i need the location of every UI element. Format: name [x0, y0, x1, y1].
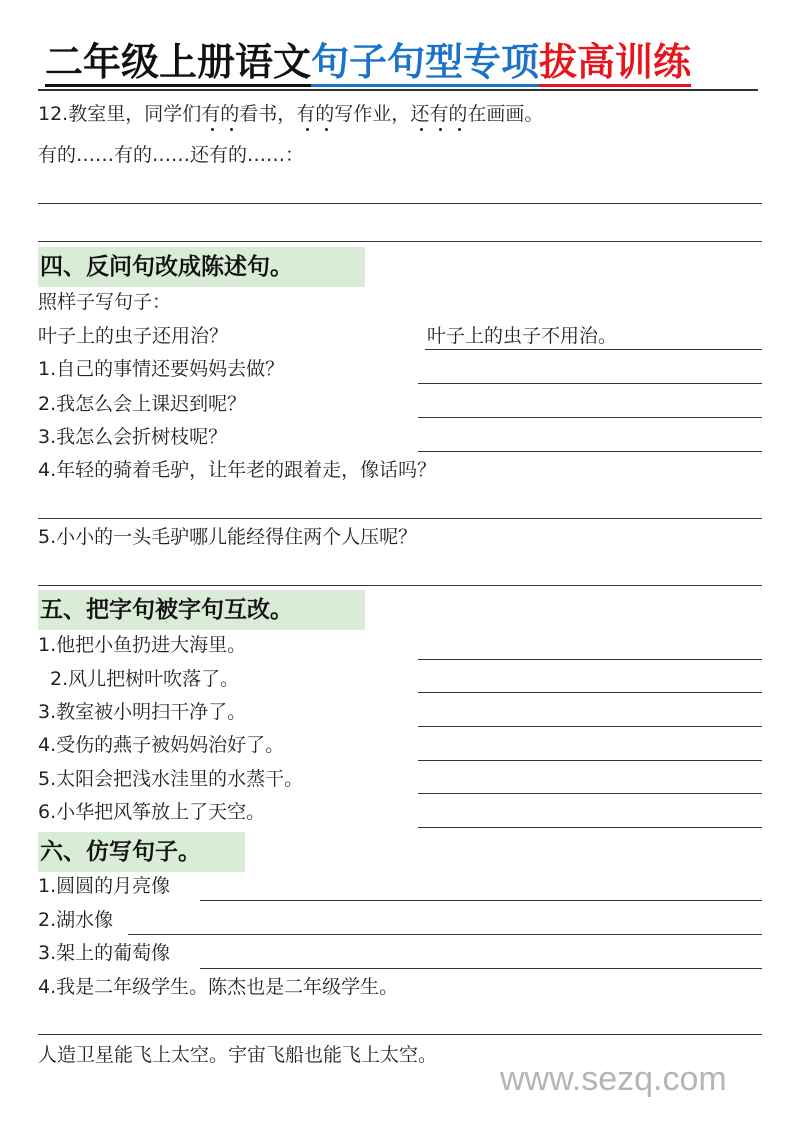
answer-line[interactable]	[38, 203, 762, 204]
answer-line[interactable]	[200, 968, 762, 969]
s5-item-6: 6.小华把风筝放上了天空。	[38, 801, 266, 823]
section5-heading: 五、把字句被字句互改。	[38, 590, 365, 630]
s6-item-5: 人造卫星能飞上太空。宇宙飞船也能飞上太空。	[38, 1044, 438, 1066]
s6-item-1: 1.圆圆的月亮像	[38, 875, 171, 897]
title-part3: 拔高训练	[539, 39, 691, 87]
title-rule	[38, 89, 758, 91]
q12-sentence: 12.教室里，同学们有的看书，有的写作业，还有的在画画。	[38, 103, 544, 125]
s6-item-3: 3.架上的葡萄像	[38, 942, 171, 964]
s5-item-5: 5.太阳会把浅水洼里的水蒸干。	[38, 768, 304, 790]
s4-item-2: 2.我怎么会上课迟到呢？	[38, 393, 247, 415]
q12-pattern: 有的……有的……还有的……：	[38, 144, 305, 166]
answer-line[interactable]	[418, 827, 762, 828]
title-part2: 句子句型专项	[311, 39, 539, 87]
answer-line[interactable]	[418, 383, 762, 384]
s5-item-4: 4.受伤的燕子被妈妈治好了。	[38, 734, 285, 756]
example-question: 叶子上的虫子还用治？	[38, 325, 229, 347]
section4-instruction: 照样子写句子：	[38, 291, 172, 313]
answer-line[interactable]	[418, 692, 762, 693]
s5-item-2: 2.风儿把树叶吹落了。	[50, 668, 240, 690]
answer-line[interactable]	[418, 793, 762, 794]
example-answer: 叶子上的虫子不用治。	[427, 325, 618, 347]
s6-item-4: 4.我是二年级学生。陈杰也是二年级学生。	[38, 976, 399, 998]
answer-line[interactable]	[38, 518, 762, 519]
answer-line[interactable]	[200, 900, 762, 901]
answer-line	[425, 349, 762, 350]
s4-item-5: 5.小小的一头毛驴哪儿能经得住两个人压呢？	[38, 526, 418, 548]
answer-line[interactable]	[418, 659, 762, 660]
page-title	[45, 38, 691, 86]
s4-item-4: 4.年轻的骑着毛驴，让年老的跟着走，像话吗？	[38, 459, 437, 481]
answer-line[interactable]	[38, 1034, 762, 1035]
s5-item-1: 1.他把小鱼扔进大海里。	[38, 634, 247, 656]
s4-item-1: 1.自己的事情还要妈妈去做？	[38, 358, 285, 380]
title-part1: 二年级上册语文	[45, 39, 311, 87]
answer-line[interactable]	[418, 726, 762, 727]
answer-line[interactable]	[38, 241, 762, 242]
answer-line[interactable]	[128, 934, 762, 935]
answer-line[interactable]	[418, 417, 762, 418]
watermark: www.sezq.com	[500, 1060, 727, 1098]
section4-heading: 四、反问句改成陈述句。	[38, 247, 365, 287]
s4-item-3: 3.我怎么会折树枝呢？	[38, 426, 228, 448]
s6-item-2: 2.湖水像	[38, 909, 114, 931]
answer-line[interactable]	[38, 585, 762, 586]
answer-line[interactable]	[418, 451, 762, 452]
section6-heading: 六、仿写句子。	[38, 832, 245, 872]
s5-item-3: 3.教室被小明扫干净了。	[38, 701, 247, 723]
answer-line[interactable]	[418, 760, 762, 761]
